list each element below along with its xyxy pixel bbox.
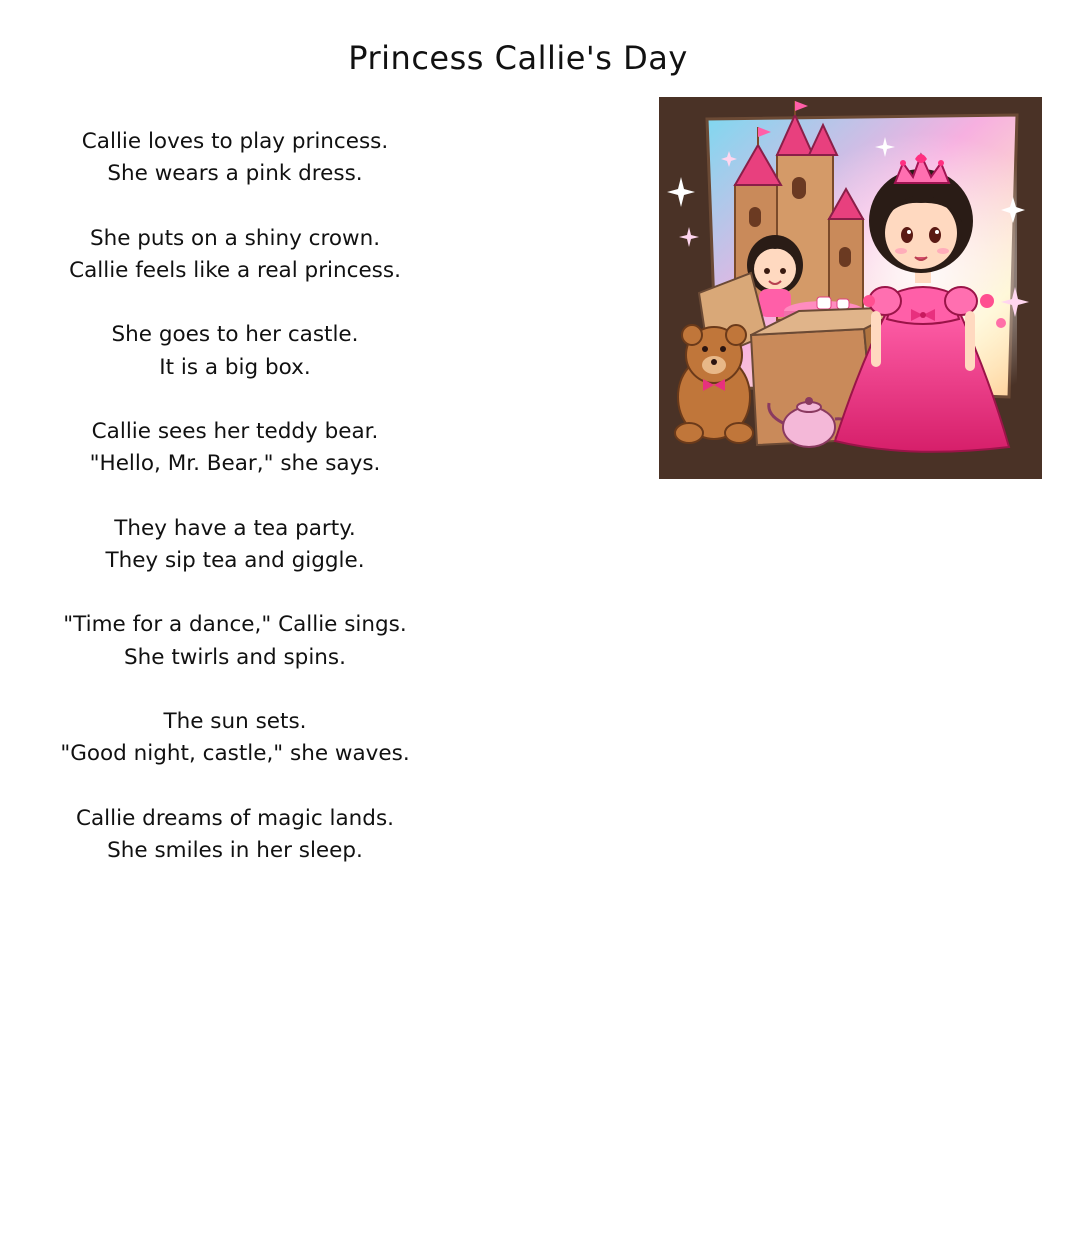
stanza (30, 803, 440, 900)
stanza (30, 319, 440, 416)
stanza (30, 126, 440, 223)
princess-castle-illustration (659, 97, 1042, 479)
story-line: Callie feels like a real princess. (69, 257, 401, 283)
story-text (30, 126, 440, 900)
teddy-bear (675, 325, 753, 443)
story-line: She wears a pink dress. (107, 161, 363, 187)
story-line: It is a big box. (159, 354, 311, 380)
story-line: Callie loves to play princess. (81, 129, 389, 154)
stanza (30, 513, 440, 610)
story-line: "Time for a dance," Callie sings. (63, 612, 407, 638)
stanza (30, 609, 440, 706)
stanza (30, 706, 440, 803)
stanza (30, 416, 440, 513)
story-line: She puts on a shiny crown. (89, 225, 381, 251)
story-line: They sip tea and giggle. (105, 548, 365, 574)
story-line: She twirls and spins. (124, 644, 346, 670)
story-line: The sun sets. (163, 709, 307, 735)
story-line: They have a tea party. (114, 515, 356, 541)
story-line: Callie dreams of magic lands. (76, 805, 394, 831)
story-line: "Hello, Mr. Bear," she says. (89, 451, 381, 477)
story-line: She smiles in her sleep. (107, 838, 363, 864)
story-line: She goes to her castle. (111, 322, 359, 348)
stanza (30, 223, 440, 320)
page-title: Princess Callie's Day (348, 39, 688, 77)
story-line: Callie sees her teddy bear. (91, 419, 379, 445)
story-line: "Good night, castle," she waves. (60, 741, 410, 767)
story-illustration (659, 97, 1042, 479)
